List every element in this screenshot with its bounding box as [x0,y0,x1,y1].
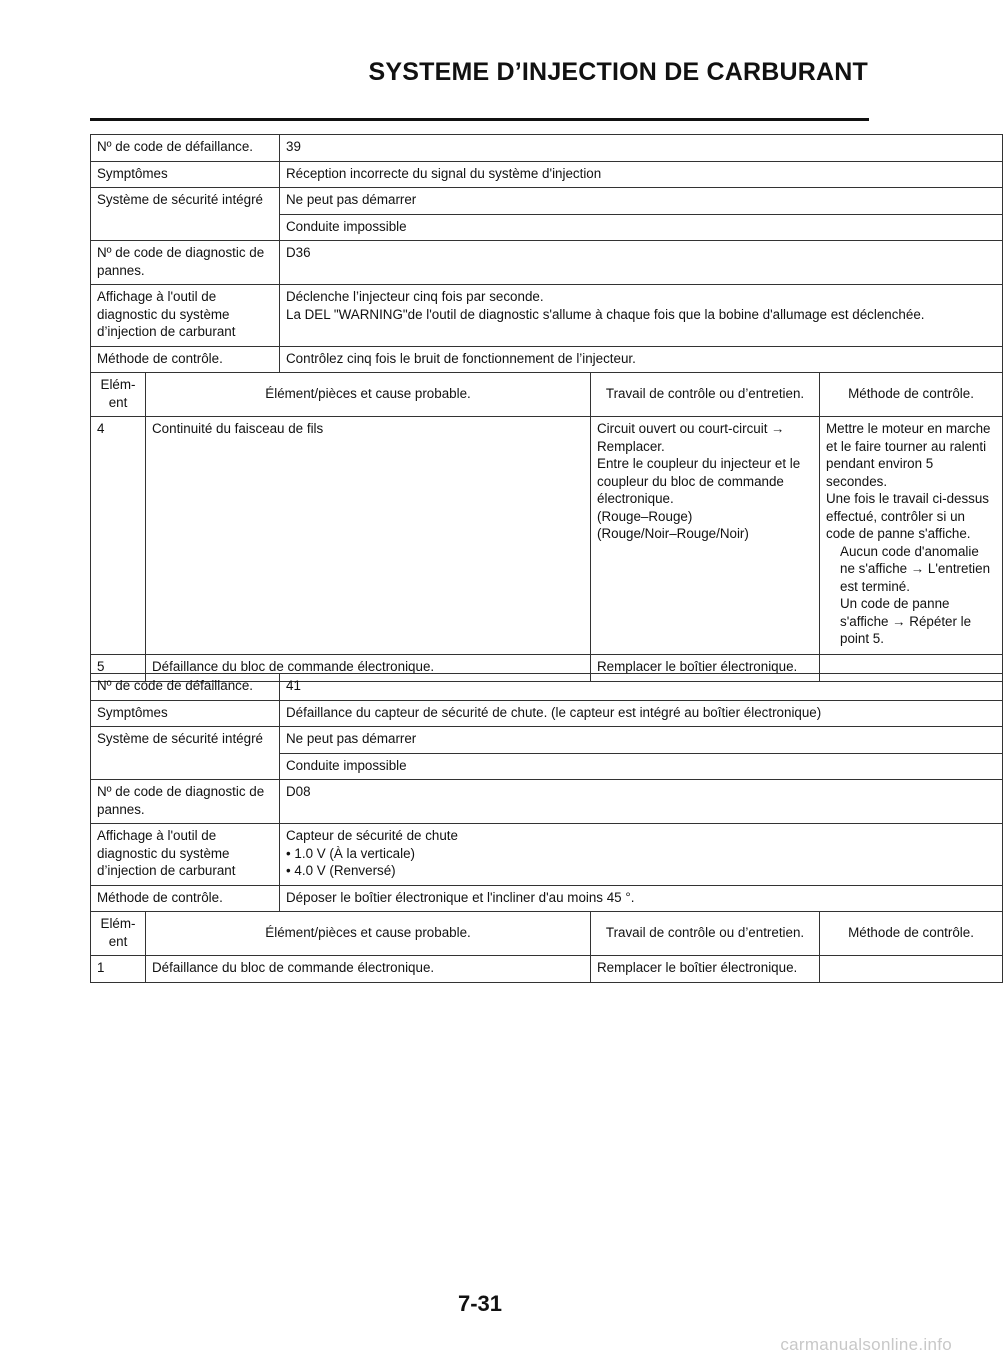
column-header-row [91,912,1003,956]
item-method [820,417,1003,655]
table-row [91,241,1003,285]
page-title: SYSTEME D’INJECTION DE CARBURANT [368,58,868,86]
text-line: Déclenche l’injecteur cinq fois par seconde. [286,289,544,304]
column-header-row [91,373,1003,417]
text-line: Un code de panne s'affiche → Répéter le point 5. [840,596,972,646]
row-value: Ne peut pas démarrer [280,188,1003,215]
table-row [91,956,1003,983]
row-value: Conduite impossible [280,753,1003,780]
table-row [91,727,1003,754]
text-line: Entre le coupleur du injecteur et le coupleur du bloc de commande électronique. [597,456,801,506]
row-label: Symptômes [91,700,280,727]
text-line: Capteur de sécurité de chute [286,828,458,843]
table-row [91,417,1003,655]
header-rule [90,118,869,121]
row-label: Nº de code de défaillance. [91,674,280,701]
row-value: D08 [280,780,1003,824]
row-value: 41 [280,674,1003,701]
table-row [91,161,1003,188]
row-label: Nº de code de défaillance. [91,135,280,162]
row-value [280,285,1003,347]
row-value [280,824,1003,886]
row-label: Symptômes [91,161,280,188]
row-label: Affichage à l'outil de diagnostic du système d’injection de carburant [91,824,280,886]
row-label: Nº de code de diagnostic de pannes. [91,241,280,285]
table-row [91,188,1003,215]
table-row [91,285,1003,347]
row-value: 39 [280,135,1003,162]
text-line: (Rouge/Noir–Rouge/Noir) [597,526,749,541]
bullet-item: • 4.0 V (Renversé) [286,863,396,878]
column-header: Elém-ent [91,373,146,417]
row-value: D36 [280,241,1003,285]
text-line: Une fois le travail ci-dessus effectué, contrôler si un code de panne s'affiche. [826,491,989,541]
text-line: Aucun code d'anomalie ne s'affiche → L'entretien est terminé. [840,543,991,594]
column-header: Méthode de contrôle. [820,373,1003,417]
table-row [91,885,1003,912]
fault-table-39 [90,134,1003,682]
row-value: Contrôlez cinq fois le bruit de fonctionnement de l’injecteur. [280,346,1003,373]
bullet-item: • 1.0 V (À la verticale) [286,845,415,861]
table-row [91,700,1003,727]
item-method [820,956,1003,983]
item-work: Remplacer le boîtier électronique. [591,956,820,983]
row-value: Défaillance du capteur de sécurité de chute. (le capteur est intégré au boîtier électronique) [280,700,1003,727]
item-work: Remplacer le boîtier électronique. [591,655,820,682]
row-label: Méthode de contrôle. [91,346,280,373]
item-number: 4 [91,417,146,655]
item-number: 5 [91,655,146,682]
row-label: Système de sécurité intégré [91,727,280,780]
item-work [591,417,820,655]
text-line: Circuit ouvert ou court-circuit → Remplacer. [597,421,785,454]
text-line: La DEL "WARNING"de l'outil de diagnostic s'allume à chaque fois que la bobine d'allumage est déclenchée. [286,306,925,322]
row-label: Affichage à l'outil de diagnostic du système d’injection de carburant [91,285,280,347]
column-header: Élément/pièces et cause probable. [146,912,591,956]
text-line: Mettre le moteur en marche et le faire tourner au ralenti pendant environ 5 secondes. [826,421,991,489]
item-number: 1 [91,956,146,983]
row-value: Déposer le boîtier électronique et l'incliner d'au moins 45 °. [280,885,1003,912]
row-label: Méthode de contrôle. [91,885,280,912]
column-header: Méthode de contrôle. [820,912,1003,956]
fault-table-41 [90,673,1003,983]
column-header: Elém-ent [91,912,146,956]
row-value: Ne peut pas démarrer [280,727,1003,754]
row-value: Réception incorrecte du signal du système d'injection [280,161,1003,188]
page-number: 7-31 [457,1291,503,1316]
item-cause: Défaillance du bloc de commande électronique. [146,956,591,983]
text-line: (Rouge–Rouge) [597,508,693,524]
table-row [91,135,1003,162]
table-row [91,674,1003,701]
watermark: carmanualsonline.info [780,1335,952,1354]
item-cause: Continuité du faisceau de fils [146,417,591,655]
column-header: Élément/pièces et cause probable. [146,373,591,417]
table-row [91,780,1003,824]
table-row [91,346,1003,373]
table-row [91,824,1003,886]
column-header: Travail de contrôle ou d’entretien. [591,912,820,956]
row-label: Nº de code de diagnostic de pannes. [91,780,280,824]
column-header: Travail de contrôle ou d’entretien. [591,373,820,417]
row-label: Système de sécurité intégré [91,188,280,241]
row-value: Conduite impossible [280,214,1003,241]
item-cause: Défaillance du bloc de commande électronique. [146,655,591,682]
